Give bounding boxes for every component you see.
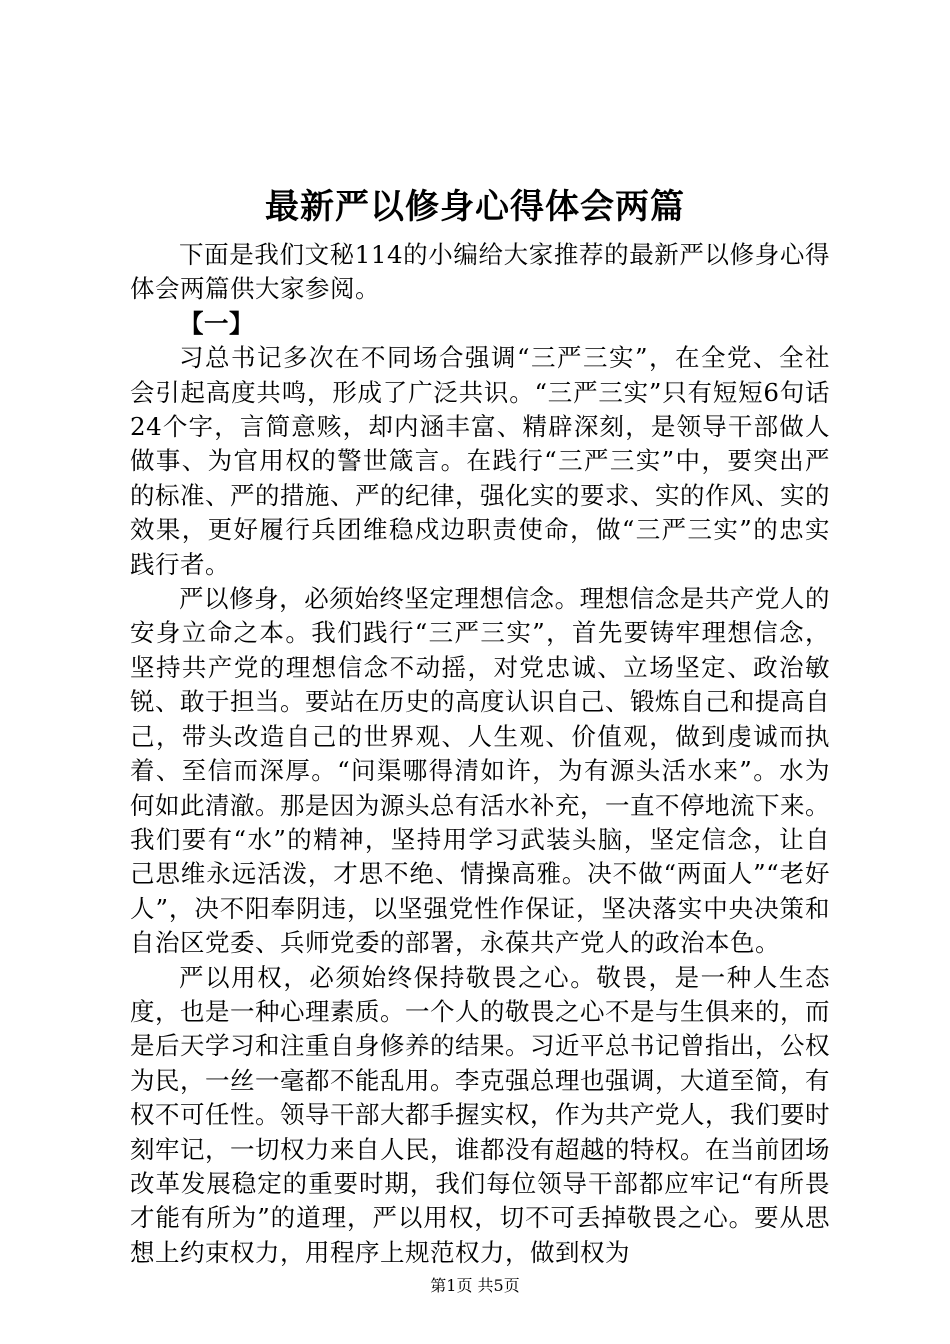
intro-paragraph: 下面是我们文秘114的小编给大家推荐的最新严以修身心得体会两篇供大家参阅。 <box>130 240 830 304</box>
body-paragraph: 严以用权，必须始终保持敬畏之心。敬畏，是一种人生态度，也是一种心理素质。一个人的敬畏之心不是与生俱来的，而是后天学习和注重自身修养的结果。习近平总书记曾指出，公权为民，一丝一毫都不能乱用。李克强总理也强调，大道至简，有权不可任性。领导干部大都手握实权，作为共产党人，我们要时刻牢记，一切权力来自人民，谁都没有超越的特权。在当前团场改革发展稳定的重要时期，我们每位领导干部都应牢记“有所畏才能有所为”的道理，严以用权，切不可丢掉敬畏之心。要从思想上约束权力，用程序上规范权力，做到权为 <box>130 962 830 1267</box>
body-paragraph: 习总书记多次在不同场合强调“三严三实”，在全党、全社会引起高度共鸣，形成了广泛共识。“三严三实”只有短短6句话24个字，言简意赅，却内涵丰富、精辟深刻，是领导干部做人做事、为官用权的警世箴言。在践行“三严三实”中，要突出严的标准、严的措施、严的纪律，强化实的要求、实的作风、实的效果，更好履行兵团维稳戍边职责使命，做“三严三实”的忠实践行者。 <box>130 343 830 579</box>
section-marker: 【一】 <box>179 308 254 338</box>
page-number-footer: 第1页 共5页 <box>430 1276 520 1295</box>
body-paragraph: 严以修身，必须始终坚定理想信念。理想信念是共产党人的安身立命之本。我们践行“三严三实”，首先要铸牢理想信念，坚持共产党的理想信念不动摇，对党忠诚、立场坚定、政治敏锐、敢于担当。要站在历史的高度认识自己、锻炼自己和提高自己，带头改造自己的世界观、人生观、价值观，做到虔诚而执着、至信而深厚。“问渠哪得清如许，为有源头活水来”。水为何如此清澈。那是因为源头总有活水补充，一直不停地流下来。我们要有“水”的精神，坚持用学习武装头脑，坚定信念，让自己思维永远活泼，才思不绝、情操高雅。决不做“两面人”“老好人”，决不阳奉阴违，以坚强党性作保证，坚决落实中央决策和自治区党委、兵师党委的部署，永葆共产党人的政治本色。 <box>130 584 830 958</box>
document-title: 最新严以修身心得体会两篇 <box>265 187 685 227</box>
document-body <box>130 238 830 1270</box>
